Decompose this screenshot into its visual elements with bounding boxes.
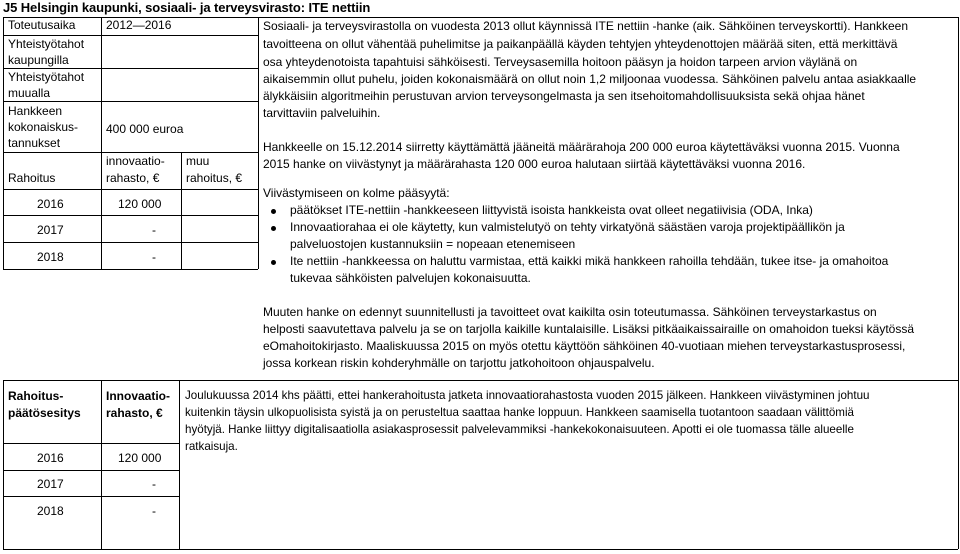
description-line: älykkäisiin algoritmeihin perustuvan arvion terveysongelmasta ja sen itsehoitomahdollisuuksista sekä ohjaa hänet bbox=[263, 89, 865, 103]
muuten-line: eOmahoitokirjasto. Maaliskuussa 2015 on myös otettu käyttöön sähköinen 40-vuotiaan miehen terveystarkastusprosessi, bbox=[263, 339, 906, 353]
yhteistyo-muualla-label-1: Yhteistyötahot bbox=[8, 70, 85, 84]
rule-row8 bbox=[3, 269, 258, 270]
rule-col3 bbox=[258, 17, 259, 269]
hankkeelle-line: 2015 hanke on viivästynyt ja määrärahasta 120 000 euroa halutaan siirtää käytettäväksi vuonna 2016. bbox=[263, 157, 806, 171]
muuten-line: jossa korkean riskin kohderyhmälle on tarjottu jatkohoitoon ohjauspalvelu. bbox=[263, 356, 655, 370]
bottom-text-line: kuitenkin täysin ulkopuolisista syistä ja on perusteltua saattaa hanke loppuun. Hankkeen saamisella tuotantoon saadaan välittömiä bbox=[185, 406, 854, 419]
bullet-icon bbox=[271, 209, 276, 214]
yhteistyo-kaupungilla-label-1: Yhteistyötahot bbox=[8, 37, 85, 51]
year-cell: 2018 bbox=[37, 250, 64, 264]
bullet-icon bbox=[271, 226, 276, 231]
rule-right bbox=[958, 17, 959, 549]
rahoitus-label: Rahoitus bbox=[8, 171, 56, 185]
toteutusaika-value: 2012—2016 bbox=[106, 18, 172, 32]
rahoitus-paatos-label-2: päätösesitys bbox=[8, 406, 81, 420]
bullet-icon bbox=[271, 260, 276, 265]
bottom-innovaatio-header-2: rahasto, € bbox=[106, 406, 163, 420]
rule-col2 bbox=[181, 152, 182, 269]
innovaatio-cell: - bbox=[152, 223, 156, 237]
description-line: Sosiaali- ja terveysvirastolla on vuodesta 2013 ollut käynnissä ITE nettiin -hanke (aik. Sähköinen terveyskortti). Hankkeen bbox=[263, 19, 908, 33]
rule-bottom-row3 bbox=[3, 496, 179, 497]
description-line: tavoitteena on ollut vähentää puhelimitse ja paikanpäällä käyden tehtyjen yhteydenottojen määrää siten, että merkittävä bbox=[263, 37, 898, 51]
bullet-item: päätökset ITE-nettiin -hankkeeseen liittyvistä isoista hankkeista ovat olleet negatiivisia (ODA, Inka) bbox=[290, 203, 813, 217]
rahoitus-paatos-label-1: Rahoitus- bbox=[8, 389, 64, 403]
rule-left bbox=[3, 17, 4, 269]
bullet-item-cont: tukevaa sähköisten palvelujen kokonaisuutta. bbox=[290, 271, 531, 285]
rule-bottom-end bbox=[3, 549, 958, 550]
kokonaiskustannukset-label-3: tannukset bbox=[8, 136, 61, 150]
yhteistyo-kaupungilla-label-2: kaupungilla bbox=[8, 53, 69, 67]
bullet-item: Ite nettiin -hankkeessa on haluttu varmistaa, että kaikki mikä hankkeen rahoilla tehdään, tukee itse- ja omahoitoa bbox=[290, 254, 889, 268]
rule-bottom-left bbox=[3, 380, 4, 550]
bottom-text-line: ratkaisuja. bbox=[185, 440, 238, 453]
bullet-item-cont: palveluostojen kustannuksiin = nopeaan etenemiseen bbox=[290, 237, 576, 251]
viivastyminen-intro: Viivästymiseen on kolme pääsyytä: bbox=[263, 186, 450, 200]
description-line: tarvittaviin palveluihin. bbox=[263, 106, 381, 120]
description-line: osa yhteydenotoista tapahtuisi sähköisesti. Terveysasemilla hoitoon pääsyn ja hoidon tarpeen arvion väylänä on bbox=[263, 55, 858, 69]
muu-header-1: muu bbox=[186, 154, 210, 168]
year-cell: 2016 bbox=[37, 197, 64, 211]
kokonaiskustannukset-label-2: kokonaiskus- bbox=[8, 120, 79, 134]
bottom-text-line: hyötyjä. Hanke liittyy digitalisaatiolla asiakasprosessit palvelevammiksi -hankekokonaisuuteen. Apotti ei ole tuomassa tälle alueelle bbox=[185, 423, 854, 436]
page-title: J5 Helsingin kaupunki, sosiaali- ja terveysvirasto: ITE nettiin bbox=[3, 0, 371, 15]
rule-row3 bbox=[3, 101, 258, 102]
rule-bottom-row1 bbox=[3, 443, 179, 444]
rule-bottom-col2 bbox=[179, 380, 180, 550]
innovaatio-header-2: rahasto, € bbox=[106, 171, 160, 185]
year-cell: 2016 bbox=[37, 451, 64, 465]
rule-bottom-top bbox=[3, 380, 958, 381]
description-line: aikaisemmin ollut puhelu, joiden kokonaismäärä on ollut noin 1,2 miljoonaa vuodessa. Sähköinen palvelu antaa asiakkaalle bbox=[263, 72, 917, 86]
rule-row5 bbox=[3, 189, 258, 190]
muu-header-2: rahoitus, € bbox=[186, 171, 243, 185]
innovaatio-cell: - bbox=[152, 250, 156, 264]
kokonaiskustannukset-label-1: Hankkeen bbox=[8, 104, 63, 118]
innovaatio-cell: 120 000 bbox=[118, 197, 162, 211]
muuten-line: Muuten hanke on edennyt suunnitellusti ja tavoitteet ovat kaikilta osin toteutumassa. Sähköinen terveystarkastus on bbox=[263, 305, 877, 319]
yhteistyo-muualla-label-2: muualla bbox=[8, 86, 51, 100]
rule-col1 bbox=[101, 17, 102, 269]
innovaatio-header-1: innovaatio- bbox=[106, 154, 165, 168]
hankkeelle-line: Hankkeelle on 15.12.2014 siirretty käyttämättä jääneitä määrärahoja 200 000 euroa käytettäväksi vuonna 2015. Vuonna bbox=[263, 140, 900, 154]
value-cell: 120 000 bbox=[118, 451, 162, 465]
value-cell: - bbox=[152, 477, 156, 491]
rule-row6 bbox=[3, 215, 258, 216]
year-cell: 2017 bbox=[37, 223, 64, 237]
bottom-innovaatio-header-1: Innovaatio- bbox=[106, 389, 171, 403]
toteutusaika-label: Toteutusaika bbox=[8, 18, 76, 32]
value-cell: - bbox=[152, 504, 156, 518]
rule-bottom-row2 bbox=[3, 470, 179, 471]
kokonaiskustannukset-value: 400 000 euroa bbox=[106, 122, 184, 136]
bullet-item: Innovaatiorahaa ei ole käytetty, kun valmistelutyö on tehty virkatyönä säästäen varoja projektipäällikön ja bbox=[290, 220, 845, 234]
year-cell: 2018 bbox=[37, 504, 64, 518]
rule-bottom-col1 bbox=[101, 380, 102, 550]
rule-row7 bbox=[3, 242, 258, 243]
muuten-line: helposti saavutettava palvelu ja se on tarjolla kaikille kuntalaisille. Lisäksi pitkäaikaissairaille on omahoidon tueksi käytössä bbox=[263, 322, 915, 336]
year-cell: 2017 bbox=[37, 477, 64, 491]
bottom-text-line: Joulukuussa 2014 khs päätti, ettei hankerahoitusta jatketa innovaatiorahastosta vuoden 2015 jälkeen. Hankkeen viivästyminen johtuu bbox=[185, 389, 870, 402]
